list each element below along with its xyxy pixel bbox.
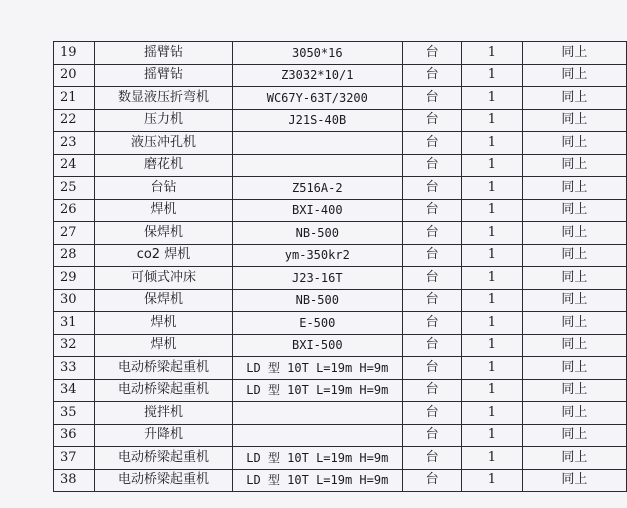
unit-cell: 台 <box>403 132 462 155</box>
table-row <box>54 177 627 200</box>
table-row <box>54 357 627 380</box>
table-row <box>54 267 627 290</box>
equipment-name-cell: 焊机 <box>95 334 232 357</box>
table-row <box>54 469 627 492</box>
unit-cell: 台 <box>403 267 462 290</box>
table-row <box>54 42 627 65</box>
model-cell <box>232 154 403 177</box>
model-cell: J23-16T <box>232 267 403 290</box>
model-cell: E-500 <box>232 312 403 335</box>
model-cell: LD 型 10T L=19m H=9m <box>232 357 403 380</box>
row-number-cell: 32 <box>54 334 95 357</box>
equipment-name-cell: 保焊机 <box>95 289 232 312</box>
table-row <box>54 109 627 132</box>
unit-cell: 台 <box>403 289 462 312</box>
remark-cell: 同上 <box>522 424 626 447</box>
model-cell: BXI-500 <box>232 334 403 357</box>
remark-cell: 同上 <box>522 132 626 155</box>
remark-cell: 同上 <box>522 154 626 177</box>
equipment-name-cell: 液压冲孔机 <box>95 132 232 155</box>
quantity-cell: 1 <box>462 424 523 447</box>
remark-cell: 同上 <box>522 312 626 335</box>
model-cell: NB-500 <box>232 289 403 312</box>
quantity-cell: 1 <box>462 447 523 470</box>
equipment-name-cell: 压力机 <box>95 109 232 132</box>
row-number-cell: 28 <box>54 244 95 267</box>
row-number-cell: 25 <box>54 177 95 200</box>
unit-cell: 台 <box>403 357 462 380</box>
quantity-cell: 1 <box>462 334 523 357</box>
model-cell: NB-500 <box>232 222 403 245</box>
equipment-name-cell: 电动桥梁起重机 <box>95 379 232 402</box>
remark-cell: 同上 <box>522 64 626 87</box>
quantity-cell: 1 <box>462 109 523 132</box>
remark-cell: 同上 <box>522 42 626 65</box>
equipment-name-cell: 可倾式冲床 <box>95 267 232 290</box>
unit-cell: 台 <box>403 154 462 177</box>
table-row <box>54 379 627 402</box>
equipment-name-cell: 焊机 <box>95 312 232 335</box>
table-row <box>54 447 627 470</box>
quantity-cell: 1 <box>462 222 523 245</box>
quantity-cell: 1 <box>462 357 523 380</box>
unit-cell: 台 <box>403 42 462 65</box>
unit-cell: 台 <box>403 177 462 200</box>
remark-cell: 同上 <box>522 87 626 110</box>
row-number-cell: 37 <box>54 447 95 470</box>
table-row <box>54 244 627 267</box>
remark-cell: 同上 <box>522 379 626 402</box>
equipment-name-cell: 台钻 <box>95 177 232 200</box>
remark-cell: 同上 <box>522 109 626 132</box>
row-number-cell: 34 <box>54 379 95 402</box>
quantity-cell: 1 <box>462 87 523 110</box>
row-number-cell: 30 <box>54 289 95 312</box>
unit-cell: 台 <box>403 424 462 447</box>
row-number-cell: 36 <box>54 424 95 447</box>
row-number-cell: 23 <box>54 132 95 155</box>
model-cell: BXI-400 <box>232 199 403 222</box>
equipment-name-cell: 磨花机 <box>95 154 232 177</box>
remark-cell: 同上 <box>522 289 626 312</box>
model-cell: Z3032*10/1 <box>232 64 403 87</box>
row-number-cell: 22 <box>54 109 95 132</box>
model-cell: Z516A-2 <box>232 177 403 200</box>
unit-cell: 台 <box>403 64 462 87</box>
row-number-cell: 24 <box>54 154 95 177</box>
remark-cell: 同上 <box>522 402 626 425</box>
quantity-cell: 1 <box>462 244 523 267</box>
remark-cell: 同上 <box>522 447 626 470</box>
row-number-cell: 26 <box>54 199 95 222</box>
remark-cell: 同上 <box>522 469 626 492</box>
unit-cell: 台 <box>403 312 462 335</box>
table-row <box>54 199 627 222</box>
row-number-cell: 20 <box>54 64 95 87</box>
model-cell <box>232 424 403 447</box>
unit-cell: 台 <box>403 447 462 470</box>
model-cell: LD 型 10T L=19m H=9m <box>232 469 403 492</box>
unit-cell: 台 <box>403 379 462 402</box>
unit-cell: 台 <box>403 469 462 492</box>
quantity-cell: 1 <box>462 154 523 177</box>
row-number-cell: 19 <box>54 42 95 65</box>
table-row <box>54 132 627 155</box>
row-number-cell: 29 <box>54 267 95 290</box>
quantity-cell: 1 <box>462 312 523 335</box>
table-row <box>54 424 627 447</box>
quantity-cell: 1 <box>462 402 523 425</box>
equipment-name-cell: 电动桥梁起重机 <box>95 469 232 492</box>
equipment-name-cell: co2 焊机 <box>95 244 232 267</box>
row-number-cell: 35 <box>54 402 95 425</box>
model-cell: WC67Y-63T/3200 <box>232 87 403 110</box>
equipment-table <box>53 41 627 492</box>
equipment-name-cell: 电动桥梁起重机 <box>95 447 232 470</box>
remark-cell: 同上 <box>522 199 626 222</box>
remark-cell: 同上 <box>522 177 626 200</box>
table-row <box>54 87 627 110</box>
remark-cell: 同上 <box>522 267 626 290</box>
quantity-cell: 1 <box>462 199 523 222</box>
quantity-cell: 1 <box>462 267 523 290</box>
remark-cell: 同上 <box>522 244 626 267</box>
quantity-cell: 1 <box>462 132 523 155</box>
model-cell: ym-350kr2 <box>232 244 403 267</box>
unit-cell: 台 <box>403 402 462 425</box>
equipment-table-body <box>54 42 627 492</box>
model-cell <box>232 402 403 425</box>
quantity-cell: 1 <box>462 469 523 492</box>
model-cell: 3050*16 <box>232 42 403 65</box>
equipment-name-cell: 摇臂钻 <box>95 64 232 87</box>
unit-cell: 台 <box>403 334 462 357</box>
unit-cell: 台 <box>403 199 462 222</box>
equipment-name-cell: 焊机 <box>95 199 232 222</box>
model-cell: J21S-40B <box>232 109 403 132</box>
equipment-name-cell: 数显液压折弯机 <box>95 87 232 110</box>
row-number-cell: 21 <box>54 87 95 110</box>
quantity-cell: 1 <box>462 379 523 402</box>
remark-cell: 同上 <box>522 357 626 380</box>
unit-cell: 台 <box>403 222 462 245</box>
unit-cell: 台 <box>403 109 462 132</box>
table-row <box>54 334 627 357</box>
quantity-cell: 1 <box>462 289 523 312</box>
model-cell: LD 型 10T L=19m H=9m <box>232 447 403 470</box>
row-number-cell: 31 <box>54 312 95 335</box>
table-row <box>54 222 627 245</box>
remark-cell: 同上 <box>522 334 626 357</box>
quantity-cell: 1 <box>462 42 523 65</box>
equipment-name-cell: 电动桥梁起重机 <box>95 357 232 380</box>
remark-cell: 同上 <box>522 222 626 245</box>
row-number-cell: 27 <box>54 222 95 245</box>
quantity-cell: 1 <box>462 177 523 200</box>
table-row <box>54 312 627 335</box>
unit-cell: 台 <box>403 87 462 110</box>
unit-cell: 台 <box>403 244 462 267</box>
row-number-cell: 33 <box>54 357 95 380</box>
equipment-name-cell: 升降机 <box>95 424 232 447</box>
equipment-name-cell: 搅拌机 <box>95 402 232 425</box>
model-cell <box>232 132 403 155</box>
table-row <box>54 154 627 177</box>
table-row <box>54 64 627 87</box>
row-number-cell: 38 <box>54 469 95 492</box>
quantity-cell: 1 <box>462 64 523 87</box>
equipment-name-cell: 摇臂钻 <box>95 42 232 65</box>
table-row <box>54 289 627 312</box>
model-cell: LD 型 10T L=19m H=9m <box>232 379 403 402</box>
equipment-name-cell: 保焊机 <box>95 222 232 245</box>
table-row <box>54 402 627 425</box>
